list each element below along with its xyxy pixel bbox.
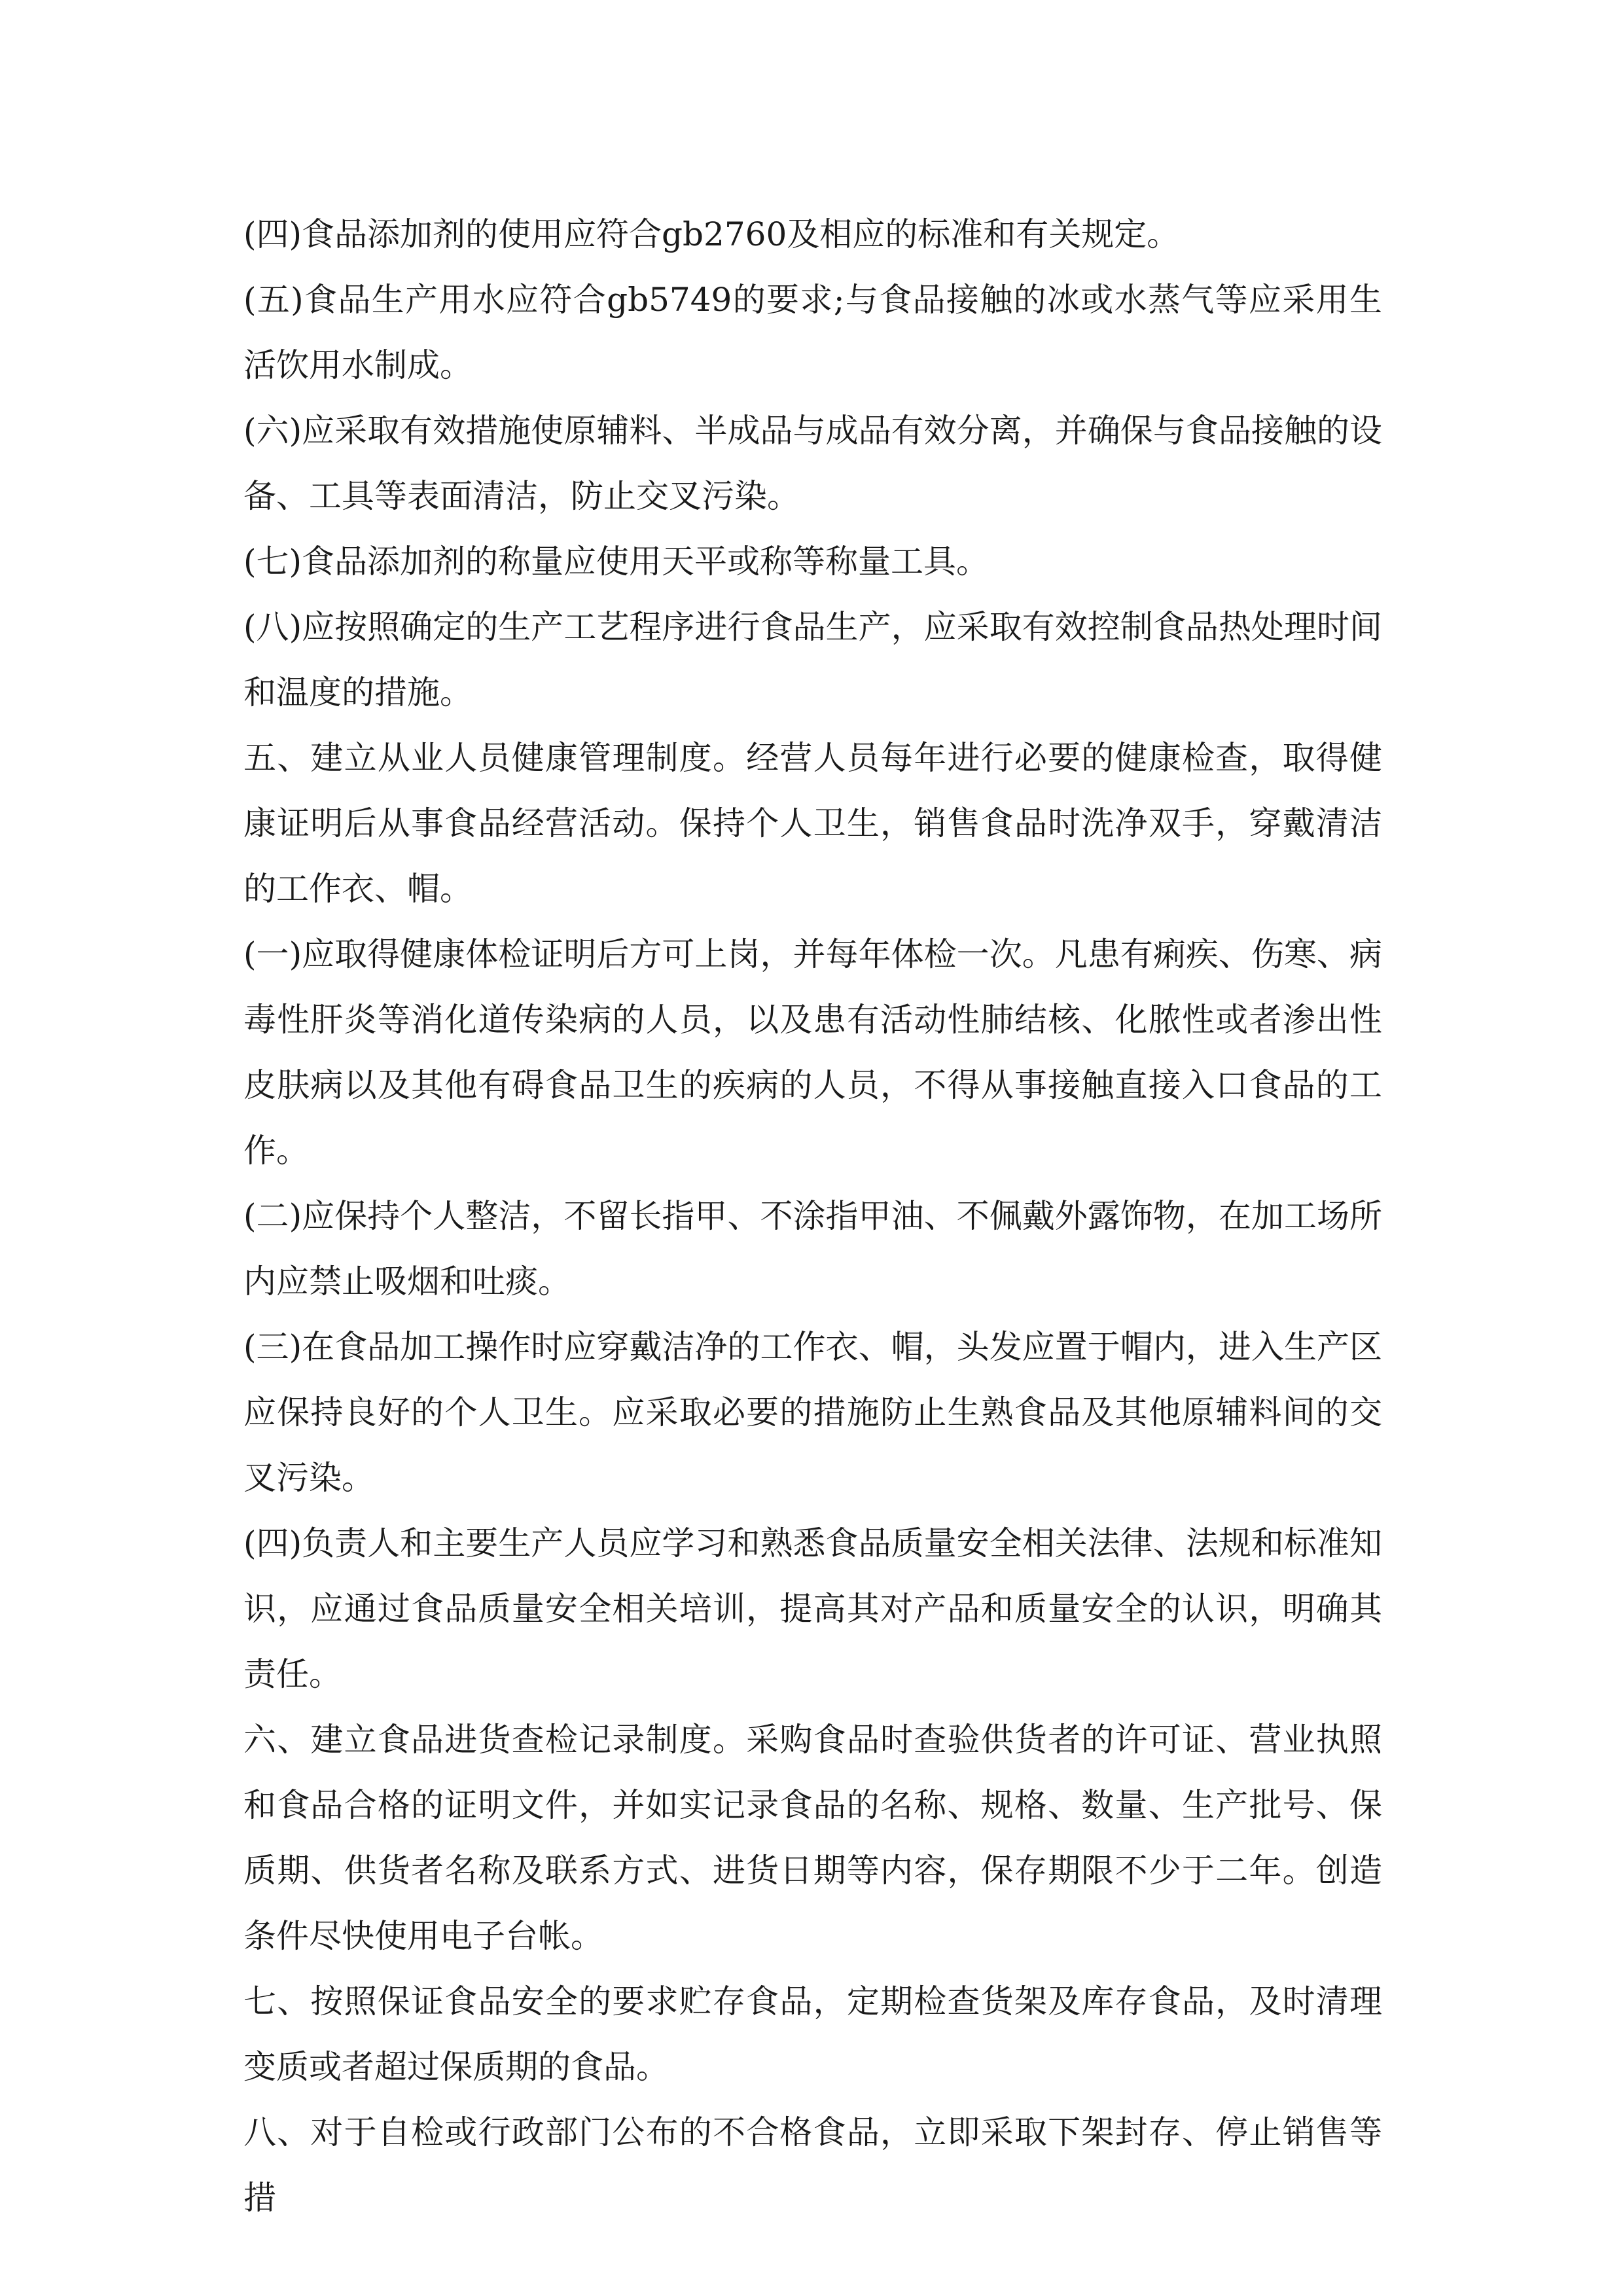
- paragraph-section-8-nonconforming: 八、对于自检或行政部门公布的不合格食品，立即采取下架封存、停止销售等措: [243, 2113, 1382, 2217]
- paragraph-health-item-1: (一)应取得健康体检证明后方可上岗，并每年体检一次。凡患有痢疾、伤寒、病毒性肝炎等消化道传染病的人员，以及患有活动性肺结核、化脓性或者渗出性皮肤病以及其他有碍食品卫生的疾病的人员，不得从事接触直接入口食品的工作。: [243, 935, 1382, 1170]
- document-body: [243, 202, 1382, 2231]
- paragraph-item-5-water: (五)食品生产用水应符合gb5749的要求;与食品接触的冰或水蒸气等应采用生活饮用水制成。: [243, 281, 1382, 384]
- paragraph-item-7-weighing: (七)食品添加剂的称量应使用天平或称等称量工具。: [243, 543, 990, 581]
- paragraph-section-5-health: 五、建立从业人员健康管理制度。经营人员每年进行必要的健康检查，取得健康证明后从事食品经营活动。保持个人卫生，销售食品时洗净双手，穿戴清洁的工作衣、帽。: [243, 739, 1382, 908]
- paragraph-health-item-4: (四)负责人和主要生产人员应学习和熟悉食品质量安全相关法律、法规和标准知识，应通过食品质量安全相关培训，提高其对产品和质量安全的认识，明确其责任。: [243, 1524, 1382, 1693]
- paragraph-section-6-purchase: 六、建立食品进货查检记录制度。采购食品时查验供货者的许可证、营业执照和食品合格的证明文件，并如实记录食品的名称、规格、数量、生产批号、保质期、供货者名称及联系方式、进货日期等内容，保存期限不少于二年。创造条件尽快使用电子台帐。: [243, 1721, 1382, 1955]
- paragraph-health-item-3: (三)在食品加工操作时应穿戴洁净的工作衣、帽，头发应置于帽内，进入生产区应保持良好的个人卫生。应采取必要的措施防止生熟食品及其他原辅料间的交叉污染。: [243, 1328, 1382, 1497]
- paragraph-section-7-storage: 七、按照保证食品安全的要求贮存食品，定期检查货架及库存食品，及时清理变质或者超过保质期的食品。: [243, 1982, 1382, 2086]
- paragraph-item-6-separation: (六)应采取有效措施使原辅料、半成品与成品有效分离，并确保与食品接触的设备、工具等表面清洁，防止交叉污染。: [243, 412, 1382, 515]
- paragraph-health-item-2: (二)应保持个人整洁，不留长指甲、不涂指甲油、不佩戴外露饰物，在加工场所内应禁止吸烟和吐痰。: [243, 1197, 1382, 1300]
- paragraph-item-4-additives: (四)食品添加剂的使用应符合gb2760及相应的标准和有关规定。: [243, 215, 1180, 253]
- paragraph-item-8-process: (八)应按照确定的生产工艺程序进行食品生产，应采取有效控制食品热处理时间和温度的措施。: [243, 608, 1382, 711]
